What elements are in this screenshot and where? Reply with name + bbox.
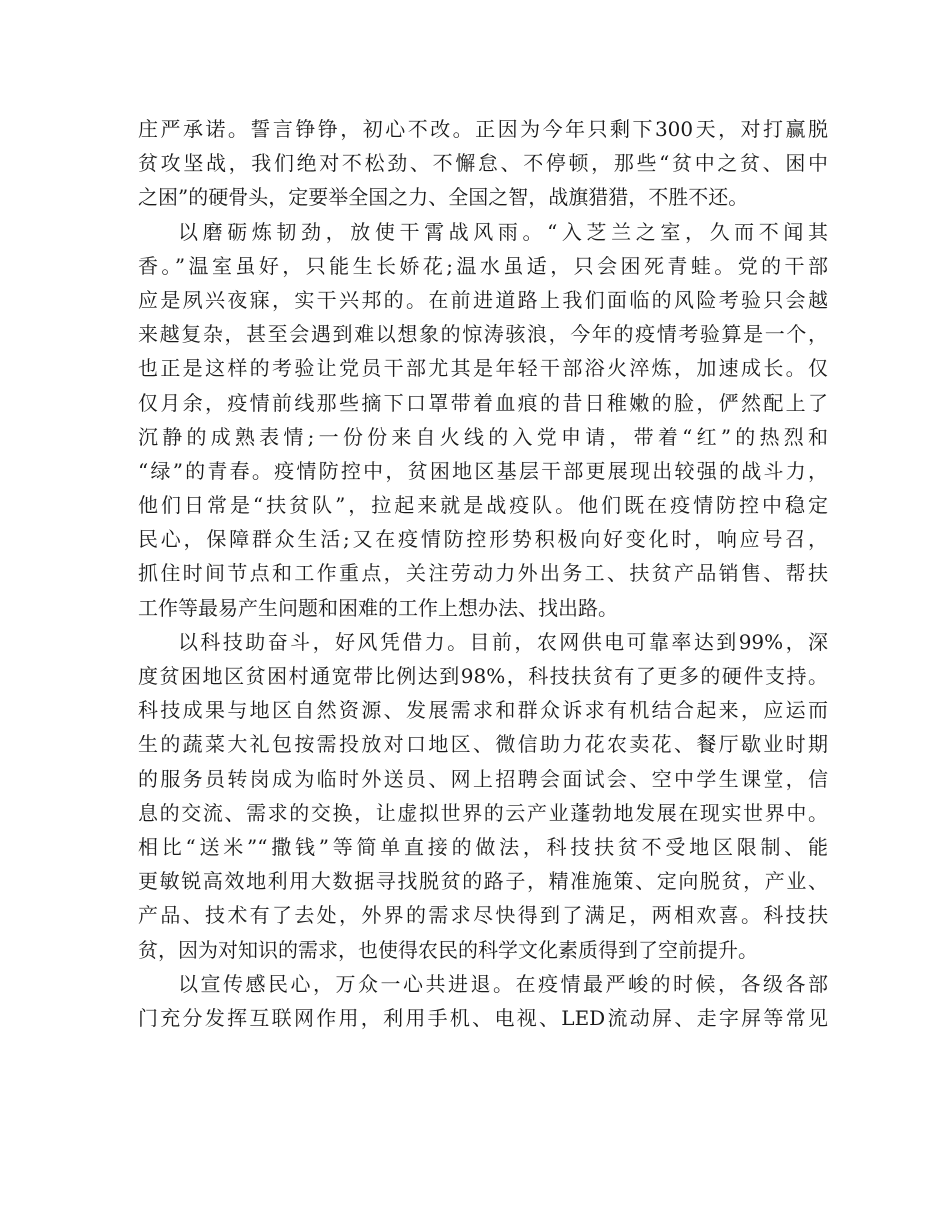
text-line: 的服务员转岗成为临时外送员、网上招聘会面试会、空中学生课堂，信 <box>138 766 828 791</box>
text-line: 民心，保障群众生活;又在疫情防控形势积极向好变化时，响应号召， <box>138 527 828 552</box>
text-line: 以科技助奋斗，好风凭借力。目前，农网供电可靠率达到99%，深 <box>178 629 828 654</box>
text-line: 应是夙兴夜寐，实干兴邦的。在前进道路上我们面临的风险考验只会越 <box>138 287 828 312</box>
text-line: 相比“送米”“撒钱”等简单直接的做法，科技扶贫不受地区限制、能 <box>138 834 828 859</box>
text-line: 之困”的硬骨头，定要举全国之力、全国之智，战旗猎猎，不胜不还。 <box>138 185 749 210</box>
text-line: 贫，因为对知识的需求，也使得农民的科学文化素质得到了空前提升。 <box>138 937 758 962</box>
text-line: 科技成果与地区自然资源、发展需求和群众诉求有机结合起来，应运而 <box>138 698 828 723</box>
text-line: 仅月余，疫情前线那些摘下口罩带着血痕的昔日稚嫩的脸，俨然配上了 <box>138 390 828 415</box>
text-line: 度贫困地区贫困村通宽带比例达到98%，科技扶贫有了更多的硬件支持。 <box>138 664 828 688</box>
text-line: 他们日常是“扶贫队”，拉起来就是战疫队。他们既在疫情防控中稳定 <box>138 493 828 518</box>
text-line: 生的蔬菜大礼包按需投放对口地区、微信助力花农卖花、餐厅歇业时期 <box>138 732 828 757</box>
text-line: 产品、技术有了去处，外界的需求尽快得到了满足，两相欢喜。科技扶 <box>138 903 828 928</box>
text-line: 以磨砺炼韧劲，放使干霄战风雨。“入芝兰之室，久而不闻其 <box>178 219 828 244</box>
text-line: 沉静的成熟表情;一份份来自火线的入党申请，带着“红”的热烈和 <box>138 424 828 449</box>
text-line: 更敏锐高效地利用大数据寻找脱贫的路子，精准施策、定向脱贫，产业、 <box>138 869 828 894</box>
text-line: 来越复杂，甚至会遇到难以想象的惊涛骇浪，今年的疫情考验算是一个， <box>138 322 828 347</box>
text-line: 庄严承诺。誓言铮铮，初心不改。正因为今年只剩下300天，对打赢脱 <box>138 117 828 141</box>
text-line: 贫攻坚战，我们绝对不松劲、不懈怠、不停顿，那些“贫中之贫、困中 <box>138 151 828 176</box>
text-line: 香。”温室虽好，只能生长娇花;温水虽适，只会困死青蛙。党的干部 <box>138 253 828 278</box>
document-body <box>138 112 828 1035</box>
text-line: 也正是这样的考验让党员干部尤其是年轻干部浴火淬炼，加速成长。仅 <box>138 356 828 381</box>
text-line: 息的交流、需求的交换，让虚拟世界的云产业蓬勃地发展在现实世界中。 <box>138 800 828 825</box>
text-line: 门充分发挥互联网作用，利用手机、电视、LED流动屏、走字屏等常见 <box>138 1005 828 1030</box>
text-line: 抓住时间节点和工作重点，关注劳动力外出务工、扶贫产品销售、帮扶 <box>138 561 828 586</box>
text-line: 工作等最易产生问题和困难的工作上想办法、找出路。 <box>138 595 618 620</box>
text-line: “绿”的青春。疫情防控中，贫困地区基层干部更展现出较强的战斗力， <box>138 458 828 483</box>
text-line: 以宣传感民心，万众一心共进退。在疫情最严峻的时候，各级各部 <box>178 971 828 996</box>
